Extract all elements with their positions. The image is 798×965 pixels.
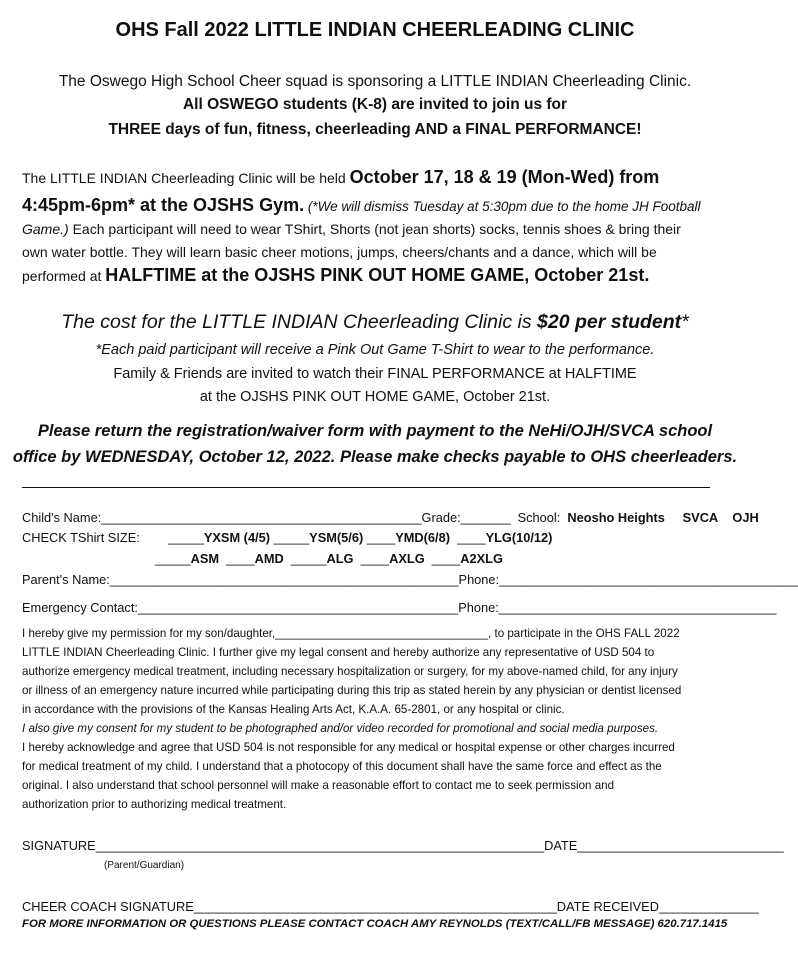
- student-name-field[interactable]: _________________________________: [275, 627, 489, 640]
- size-ysm: YSM(5/6): [309, 530, 364, 545]
- size-amd: AMD: [254, 551, 284, 566]
- waiver-line-2: LITTLE INDIAN Cheerleading Clinic. I further give my legal consent and hereby authorize any representative of USD 504 to: [22, 646, 655, 659]
- emergency-contact-row: [22, 600, 776, 615]
- clinic-dates: October 17, 18 & 19 (Mon-Wed) from: [349, 167, 660, 187]
- parent-name-label: Parent's Name:: [22, 572, 110, 587]
- waiver-line-1: I hereby give my permission for my son/daughter,_________________________________, to participate in the OHS FALL 2022: [22, 627, 680, 640]
- parent-name-row: [22, 572, 798, 587]
- size-check-alg[interactable]: _____: [290, 551, 327, 566]
- size-check-amd[interactable]: ____: [226, 551, 255, 566]
- school-option-neosho[interactable]: Neosho Heights: [567, 510, 665, 525]
- intro-line-1: The Oswego High School Cheer squad is sponsoring a LITTLE INDIAN Cheerleading Clinic.: [58, 73, 692, 90]
- size-check-a2xlg[interactable]: ____: [431, 551, 461, 566]
- details-line-5: performed at HALFTIME at the OJSHS PINK OUT HOME GAME, October 21st.: [22, 265, 650, 285]
- size-check-axlg[interactable]: ____: [360, 551, 390, 566]
- game-note: at the OJSHS PINK OUT HOME GAME, October 21st.: [199, 389, 551, 405]
- cost-amount: $20 per student: [537, 311, 682, 333]
- grade-label: Grade:: [421, 510, 461, 525]
- return-instructions-2: office by WEDNESDAY, October 12, 2022. Please make checks payable to OHS cheerleaders.: [12, 448, 738, 466]
- parent-guardian-note: (Parent/Guardian): [104, 860, 185, 871]
- child-name-field[interactable]: _____________________________________________: [101, 510, 422, 525]
- details-line-2: 4:45pm-6pm* at the OJSHS Gym. (*We will dismiss Tuesday at 5:30pm due to the home JH Football: [22, 195, 701, 215]
- tshirt-row-1: [22, 530, 552, 545]
- coach-signature-row: [22, 899, 759, 914]
- size-a2xlg: A2XLG: [460, 551, 503, 566]
- waiver-line-8: for medical treatment of my child. I understand that a photocopy of this document shall have the same force and effect as the: [22, 760, 662, 773]
- tshirt-row-2: [155, 551, 503, 566]
- parent-phone-field[interactable]: __________________________________________: [499, 572, 798, 587]
- waiver-line-4: or illness of an emergency nature incurred while participating during this trip as stated herein by any physician or dentist licensed: [22, 684, 682, 697]
- size-ylg: YLG(10/12): [485, 530, 553, 545]
- signature-field[interactable]: _______________________________________________________________: [95, 838, 545, 853]
- size-axlg: AXLG: [389, 551, 425, 566]
- return-instructions-1: Please return the registration/waiver form with payment to the NeHi/OJH/SVCA school: [37, 422, 713, 440]
- clinic-time-location: 4:45pm-6pm* at the OJSHS Gym.: [22, 195, 305, 215]
- size-asm: ASM: [190, 551, 220, 566]
- date-field[interactable]: _____________________________: [577, 838, 784, 853]
- size-check-ymd[interactable]: ____: [366, 530, 396, 545]
- waiver-line-10: authorization prior to authorizing medical treatment.: [22, 798, 287, 811]
- parent-name-field[interactable]: _________________________________________________: [109, 572, 459, 587]
- details-line-3: Game.) Each participant will need to wear TShirt, Shorts (not jean shorts) socks, tennis shoes & bring their: [22, 221, 681, 237]
- emergency-phone-label: Phone:: [458, 600, 499, 615]
- performance-info: HALFTIME at the OJSHS PINK OUT HOME GAME, October 21st: [105, 265, 645, 285]
- waiver-line-5: in accordance with the provisions of the Kansas Healing Arts Act, K.A.A. 65-2801, or any hospital or clinic.: [22, 703, 565, 716]
- cost-line: The cost for the LITTLE INDIAN Cheerleading Clinic is $20 per student*: [61, 311, 689, 333]
- family-note: Family & Friends are invited to watch their FINAL PERFORMANCE at HALFTIME: [113, 366, 637, 382]
- emergency-contact-field[interactable]: _____________________________________________: [137, 600, 459, 615]
- school-option-ojh[interactable]: OJH: [732, 510, 759, 525]
- grade-field[interactable]: _______: [460, 510, 511, 525]
- signature-row: [22, 838, 784, 853]
- child-name-row: [22, 510, 759, 525]
- size-alg: ALG: [326, 551, 354, 566]
- signature-label: SIGNATURE: [22, 838, 96, 853]
- tshirt-note: *Each paid participant will receive a Pink Out Game T-Shirt to wear to the performance.: [95, 342, 655, 358]
- child-name-label: Child's Name:: [22, 510, 102, 525]
- emergency-contact-label: Emergency Contact:: [22, 600, 138, 615]
- intro-line-2: All OSWEGO students (K-8) are invited to join us for: [182, 96, 568, 113]
- size-check-asm[interactable]: _____: [155, 551, 191, 566]
- date-label: DATE: [544, 838, 578, 853]
- waiver-line-3: authorize emergency medical treatment, including necessary hospitalization or surgery, for my above-named child, for any injury: [22, 665, 678, 678]
- waiver-line-7: I hereby acknowledge and agree that USD 504 is not responsible for any medical or hospital expense or other charges incurred: [22, 741, 675, 754]
- intro-line-3: THREE days of fun, fitness, cheerleading AND a FINAL PERFORMANCE!: [108, 121, 642, 138]
- contact-footer: FOR MORE INFORMATION OR QUESTIONS PLEASE CONTACT COACH AMY REYNOLDS (TEXT/CALL/FB MESSAGE) 620.717.1415: [22, 918, 728, 930]
- coach-signature-field[interactable]: ___________________________________________________: [193, 899, 557, 914]
- tshirt-label: CHECK TShirt SIZE:: [22, 530, 140, 545]
- details-line-1: The LITTLE INDIAN Cheerleading Clinic will be held October 17, 18 & 19 (Mon-Wed) from: [22, 167, 660, 187]
- details-line-4: own water bottle. They will learn basic cheer motions, jumps, cheers/chants and a dance, which will be: [22, 244, 657, 260]
- waiver-line-9: original. I also understand that school personnel will make a reasonable effort to contact me to seek permission and: [22, 779, 615, 792]
- size-yxsm: YXSM (4/5): [203, 530, 270, 545]
- date-received-field[interactable]: ______________: [658, 899, 759, 914]
- coach-signature-label: CHEER COACH SIGNATURE: [22, 899, 194, 914]
- size-check-ysm[interactable]: _____: [273, 530, 310, 545]
- size-check-ylg[interactable]: ____: [457, 530, 486, 545]
- size-check-yxsm[interactable]: _____: [168, 530, 204, 545]
- parent-phone-label: Phone:: [458, 572, 500, 587]
- page-title: OHS Fall 2022 LITTLE INDIAN CHEERLEADING CLINIC: [115, 19, 635, 41]
- date-received-label: DATE RECEIVED: [556, 899, 659, 914]
- school-option-svca[interactable]: SVCA: [682, 510, 719, 525]
- photo-consent-line: I also give my consent for my student to be photographed and/or video recorded for promotional and social media purposes.: [22, 722, 659, 735]
- emergency-phone-field[interactable]: _______________________________________: [498, 600, 777, 615]
- size-ymd: YMD(6/8): [395, 530, 450, 545]
- school-label: School:: [517, 510, 561, 525]
- divider-line: [22, 487, 710, 488]
